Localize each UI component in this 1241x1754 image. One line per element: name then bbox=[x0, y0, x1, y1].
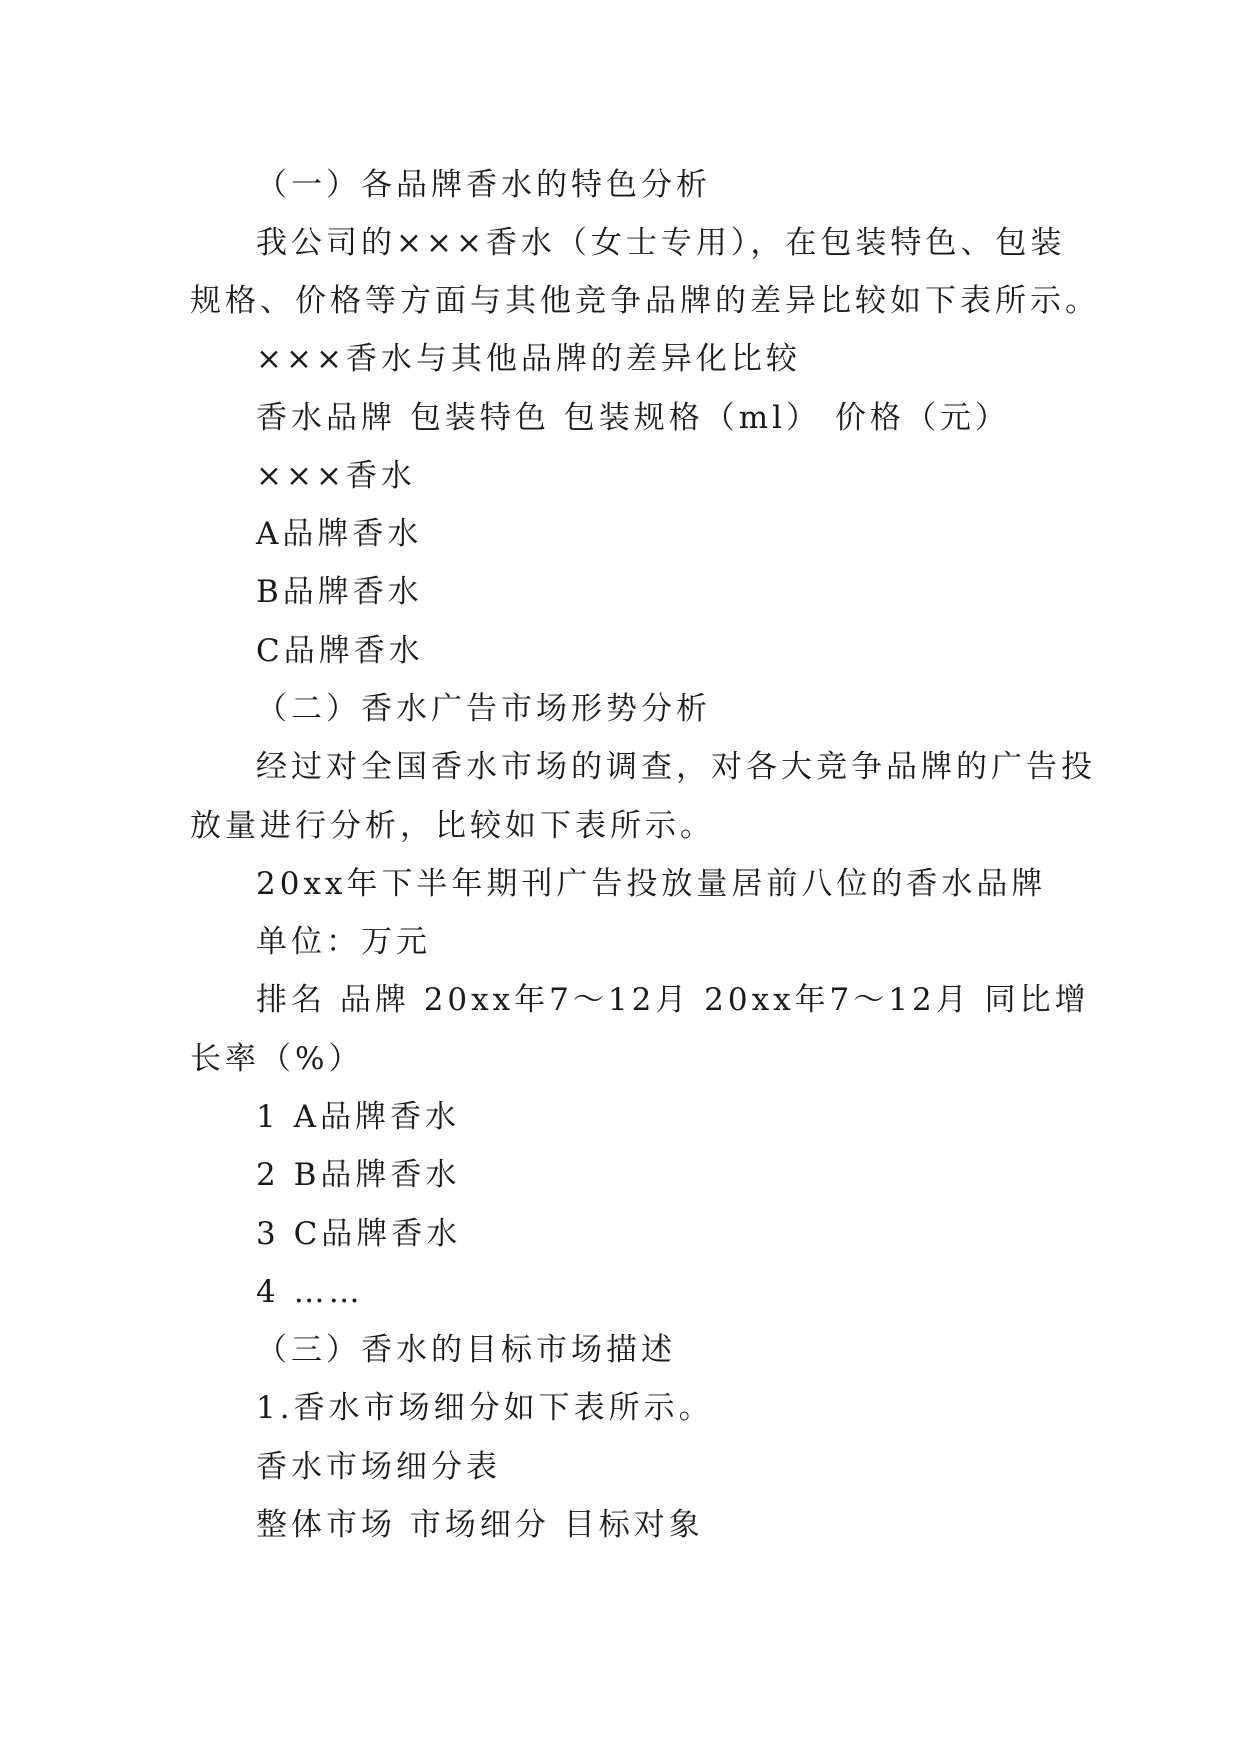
table-header-continued: 长率（%） bbox=[190, 1041, 364, 1077]
table-row: A品牌香水 bbox=[256, 516, 423, 552]
table-row: 3 C品牌香水 bbox=[256, 1216, 462, 1252]
table-row: B品牌香水 bbox=[256, 574, 423, 610]
section-heading-1: （一）各品牌香水的特色分析 bbox=[256, 167, 711, 203]
table-title: ×××香水与其他品牌的差异化比较 bbox=[256, 341, 801, 377]
table-row: C品牌香水 bbox=[256, 633, 424, 669]
paragraph-line: 经过对全国香水市场的调查，对各大竞争品牌的广告投 bbox=[256, 749, 1096, 785]
table-unit: 单位：万元 bbox=[256, 924, 431, 960]
table-row: 1 A品牌香水 bbox=[256, 1099, 460, 1135]
table-header: 排名 品牌 20xx年7～12月 20xx年7～12月 同比增 bbox=[256, 982, 1090, 1018]
section-heading-3: （三）香水的目标市场描述 bbox=[256, 1332, 676, 1368]
table-row: ×××香水 bbox=[256, 458, 416, 494]
table-row: 2 B品牌香水 bbox=[256, 1157, 461, 1193]
table-header: 整体市场 市场细分 目标对象 bbox=[256, 1507, 704, 1543]
table-row: 4 …… bbox=[256, 1274, 364, 1310]
paragraph-line: 我公司的×××香水（女士专用），在包装特色、包装 bbox=[256, 225, 1066, 261]
paragraph-line: 规格、价格等方面与其他竞争品牌的差异比较如下表所示。 bbox=[190, 283, 1100, 319]
section-heading-2: （二）香水广告市场形势分析 bbox=[256, 691, 711, 727]
table-title: 香水市场细分表 bbox=[256, 1449, 501, 1485]
table-header: 香水品牌 包装特色 包装规格（ml） 价格（元） bbox=[256, 400, 1010, 436]
table-title: 20xx年下半年期刊广告投放量居前八位的香水品牌 bbox=[256, 866, 1047, 902]
paragraph-line: 1.香水市场细分如下表所示。 bbox=[256, 1390, 714, 1426]
paragraph-line: 放量进行分析，比较如下表所示。 bbox=[190, 808, 715, 844]
